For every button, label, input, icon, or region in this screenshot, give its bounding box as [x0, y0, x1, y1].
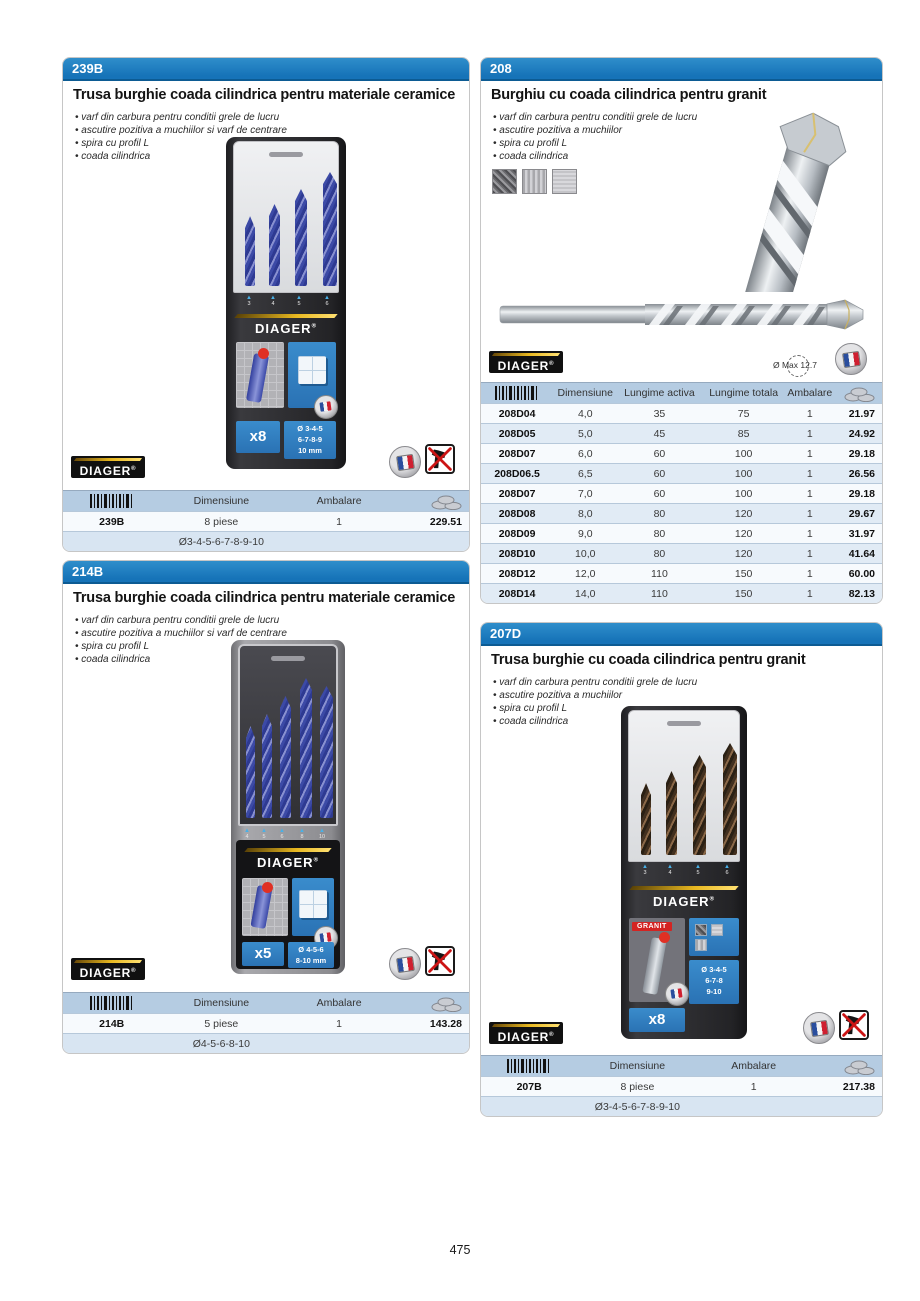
- col-ambalare: Ambalare: [786, 383, 834, 404]
- drill-bit: [245, 216, 255, 286]
- barcode-icon: [63, 993, 160, 1014]
- table-footer-row: [481, 1097, 882, 1117]
- french-flag-icon: [396, 956, 415, 973]
- cell-lungime-totala: 100: [702, 484, 786, 504]
- no-hammer-icon: [425, 946, 455, 976]
- size-line: 6-7-8-9: [297, 435, 323, 444]
- cell-diameters: Ø3-4-5-6-7-8-9-10: [160, 532, 282, 552]
- drill-bit: [269, 204, 280, 286]
- cell-code: 239B: [63, 512, 160, 532]
- bit-size-label: ▲ 8: [296, 828, 308, 840]
- drill-bit: [280, 696, 291, 818]
- section-208: [480, 57, 883, 604]
- cell-ambalare: 1: [786, 544, 834, 564]
- product-photo-207d: [621, 706, 747, 1039]
- product-title: Burghiu cu coada cilindrica pentru granit: [491, 87, 767, 103]
- product-title: Trusa burghie cu coada cilindrica pentru granit: [491, 652, 806, 668]
- cell-code: 208D14: [481, 584, 553, 604]
- bit-size-label: ▲ 6: [721, 864, 733, 876]
- table-header-row: [63, 491, 469, 512]
- bit-size-label: ▲ 6: [321, 295, 333, 307]
- price-icon: [834, 383, 882, 404]
- stone-material-icon: [522, 169, 547, 194]
- table-header-row: [63, 993, 469, 1014]
- cell-lungime-activa: 60: [617, 484, 701, 504]
- feature-item: • coada cilindrica: [75, 653, 287, 666]
- france-badge-icon: [665, 982, 689, 1006]
- brand-name: DIAGER: [257, 855, 314, 870]
- feature-item: • spira cu profil L: [493, 137, 697, 150]
- brand-reg: ®: [131, 466, 137, 472]
- section-body-207d: [481, 646, 882, 1055]
- size-box: [284, 421, 336, 459]
- cell-ambalare: 1: [698, 1077, 810, 1097]
- product-table-239b: [63, 490, 469, 551]
- made-in-france-badge: [389, 948, 421, 980]
- cell-ambalare: 1: [786, 404, 834, 424]
- size-line: 10 mm: [298, 446, 322, 455]
- brand-reg: ®: [313, 857, 319, 864]
- cell-ambalare: 1: [786, 524, 834, 544]
- piece-count-box: [236, 421, 280, 453]
- size-box: [288, 942, 334, 968]
- diager-logo: [489, 1022, 563, 1044]
- drill-bit: [666, 771, 677, 855]
- price-icon: [396, 993, 469, 1014]
- feature-item: • coada cilindrica: [493, 715, 697, 728]
- section-header-208: 208: [481, 58, 882, 81]
- piece-count: x5: [254, 945, 272, 962]
- product-table-208: [481, 382, 882, 603]
- feature-item: • varf din carbura pentru conditii grele de lucru: [75, 614, 287, 627]
- brand-name: DIAGER: [497, 359, 550, 373]
- table-footer-row: [63, 532, 469, 552]
- brand-name: DIAGER: [653, 894, 710, 909]
- piece-count: x8: [648, 1011, 666, 1028]
- drill-graphic: [642, 937, 666, 995]
- cell-dimensiune: 7,0: [553, 484, 617, 504]
- cell-price: 29.18: [834, 484, 882, 504]
- table-row: [481, 1077, 882, 1097]
- cell-code: 208D10: [481, 544, 553, 564]
- bit-size-label: ▲ 3: [639, 864, 651, 876]
- brand-reg: ®: [549, 361, 555, 367]
- diager-logo: [489, 351, 563, 373]
- cell-ambalare: 1: [786, 504, 834, 524]
- cell-lungime-activa: 35: [617, 404, 701, 424]
- cell-dimensiune: 8 piese: [577, 1077, 697, 1097]
- drill-bit: [723, 743, 737, 855]
- cell-lungime-activa: 60: [617, 444, 701, 464]
- product-title: Trusa burghie coada cilindrica pentru materiale ceramice: [73, 590, 456, 606]
- feature-item: • coada cilindrica: [75, 150, 287, 163]
- cell-lungime-activa: 45: [617, 424, 701, 444]
- cell-empty: [810, 1097, 882, 1117]
- cell-lungime-activa: 80: [617, 504, 701, 524]
- cell-lungime-totala: 100: [702, 464, 786, 484]
- cell-lungime-totala: 85: [702, 424, 786, 444]
- table-row: [481, 584, 882, 604]
- product-photo-239b: [226, 137, 346, 469]
- feature-item: • spira cu profil L: [493, 702, 697, 715]
- col-dimensiune: Dimensiune: [160, 491, 282, 512]
- cell-price: 24.92: [834, 424, 882, 444]
- drill-bit-photo: [497, 293, 871, 337]
- brand-reg: ®: [549, 1032, 555, 1038]
- table-row: [481, 524, 882, 544]
- cell-code: 207B: [481, 1077, 577, 1097]
- feature-item: • varf din carbura pentru conditii grele de lucru: [75, 111, 287, 124]
- gold-stripe: [629, 886, 738, 890]
- made-in-france-badge: [835, 343, 867, 375]
- cell-price: 29.67: [834, 504, 882, 524]
- hang-slot: [271, 656, 305, 661]
- package-brand-logo: [236, 855, 340, 870]
- size-box: [689, 960, 739, 1004]
- cell-lungime-activa: 110: [617, 564, 701, 584]
- drill-bit: [693, 755, 706, 855]
- table-row: [481, 404, 882, 424]
- french-flag-icon: [810, 1020, 829, 1037]
- bit-size-label: ▲ 6: [276, 828, 288, 840]
- cell-lungime-activa: 80: [617, 544, 701, 564]
- barcode-icon: [63, 491, 160, 512]
- table-row: [481, 484, 882, 504]
- table-row: [481, 464, 882, 484]
- cell-lungime-totala: 150: [702, 584, 786, 604]
- drill-bit: [641, 783, 651, 855]
- drill-tip-photo: [739, 107, 871, 292]
- tip-highlight: [258, 348, 269, 359]
- brand-name: DIAGER: [255, 321, 312, 336]
- price-icon: [810, 1056, 882, 1077]
- section-header-207d: 207D: [481, 623, 882, 646]
- page-number: 475: [449, 1243, 471, 1257]
- concrete-material-icon: [711, 924, 723, 936]
- package-window: [238, 644, 338, 826]
- hang-slot: [667, 721, 701, 726]
- bit-size-label: ▲ 5: [258, 828, 270, 840]
- col-dimensiune: Dimensiune: [577, 1056, 697, 1077]
- made-in-france-badge: [803, 1012, 835, 1044]
- gold-stripe: [244, 848, 331, 852]
- package-material-panel: [689, 918, 739, 956]
- col-ambalare: Ambalare: [698, 1056, 810, 1077]
- section-header-239b: 239B: [63, 58, 469, 81]
- cell-price: 229.51: [396, 512, 469, 532]
- cell-ambalare: 1: [786, 444, 834, 464]
- section-239b: [62, 57, 470, 552]
- cell-code: 208D07: [481, 484, 553, 504]
- cell-ambalare: 1: [786, 464, 834, 484]
- cell-diameters: Ø3-4-5-6-7-8-9-10: [577, 1097, 697, 1117]
- feature-item: • ascutire pozitiva a muchiilor: [493, 124, 697, 137]
- drill-bit: [295, 189, 307, 286]
- cell-dimensiune: 6,5: [553, 464, 617, 484]
- cell-empty: [63, 1034, 160, 1054]
- cell-empty: [396, 532, 469, 552]
- table-header-row: [481, 383, 882, 404]
- package-window: [233, 141, 339, 293]
- piece-count-box: [242, 942, 284, 966]
- bit-size-label: ▲ 4: [267, 295, 279, 307]
- table-row: [481, 564, 882, 584]
- tip-highlight: [659, 932, 670, 943]
- table-row: [481, 444, 882, 464]
- feature-item: • spira cu profil L: [75, 640, 287, 653]
- cell-price: 21.97: [834, 404, 882, 424]
- cell-empty: [282, 1034, 396, 1054]
- table-row: [481, 424, 882, 444]
- product-table-214b: [63, 992, 469, 1053]
- bit-size-label: ▲ 10: [316, 828, 328, 840]
- bit-size-label: ▲ 3: [243, 295, 255, 307]
- cell-lungime-totala: 120: [702, 524, 786, 544]
- package-window: [628, 710, 740, 862]
- max-diameter-note: [773, 360, 817, 370]
- granit-label: GRANIT: [632, 922, 672, 931]
- cell-empty: [282, 532, 396, 552]
- french-flag-icon: [396, 454, 415, 471]
- diager-logo: [71, 958, 145, 980]
- package-drill-panel: [236, 342, 284, 408]
- granite-material-icon: [492, 169, 517, 194]
- cell-ambalare: 1: [786, 564, 834, 584]
- col-lungime-totala: Lungime totala: [702, 383, 786, 404]
- cell-dimensiune: 8 piese: [160, 512, 282, 532]
- cell-price: 26.56: [834, 464, 882, 484]
- cell-lungime-totala: 100: [702, 444, 786, 464]
- col-dimensiune: Dimensiune: [553, 383, 617, 404]
- cell-diameters: Ø4-5-6-8-10: [160, 1034, 282, 1054]
- brand-name: DIAGER: [79, 464, 132, 478]
- concrete-material-icon: [552, 169, 577, 194]
- package-brand-logo: [621, 894, 747, 909]
- section-header-214b: 214B: [63, 561, 469, 584]
- no-hammer-icon: [839, 1010, 869, 1040]
- barcode-icon: [481, 1056, 577, 1077]
- tile-icon: [298, 356, 326, 384]
- label-area: [236, 840, 340, 969]
- package-drill-panel: [242, 878, 288, 936]
- package-brand-logo: [226, 321, 346, 336]
- cell-dimensiune: 4,0: [553, 404, 617, 424]
- bit-size-label: ▲ 4: [664, 864, 676, 876]
- cell-code: 208D05: [481, 424, 553, 444]
- piece-count-box: [629, 1008, 685, 1032]
- price-icon: [396, 491, 469, 512]
- cell-dimensiune: 5 piese: [160, 1014, 282, 1034]
- french-flag-icon: [842, 351, 861, 368]
- made-in-france-badge: [389, 446, 421, 478]
- cell-lungime-totala: 120: [702, 504, 786, 524]
- cell-dimensiune: 5,0: [553, 424, 617, 444]
- cell-ambalare: 1: [282, 512, 396, 532]
- brand-reg: ®: [311, 323, 317, 330]
- cell-empty: [698, 1097, 810, 1117]
- size-line: 6-7-8: [705, 976, 723, 985]
- size-line: Ø 4-5-6: [298, 945, 324, 954]
- col-ambalare: Ambalare: [282, 993, 396, 1014]
- granite-material-icon: [695, 924, 707, 936]
- cell-price: 217.38: [810, 1077, 882, 1097]
- cell-dimensiune: 14,0: [553, 584, 617, 604]
- product-photo-214b: [231, 640, 345, 974]
- drill-bit: [320, 686, 333, 818]
- diager-logo: [71, 456, 145, 478]
- cell-price: 31.97: [834, 524, 882, 544]
- bit-size-label: ▲ 5: [293, 295, 305, 307]
- cell-code: 208D07: [481, 444, 553, 464]
- cell-price: 60.00: [834, 564, 882, 584]
- table-row: [481, 544, 882, 564]
- no-hammer-icon: [425, 444, 455, 474]
- table-row: [63, 1014, 469, 1034]
- cell-ambalare: 1: [786, 584, 834, 604]
- brand-name: DIAGER: [79, 966, 132, 980]
- section-body-239b: [63, 81, 469, 490]
- feature-item: • ascutire pozitiva a muchiilor: [493, 689, 697, 702]
- size-line: 8-10 mm: [295, 956, 327, 965]
- cell-code: 208D12: [481, 564, 553, 584]
- brand-reg: ®: [131, 968, 137, 974]
- section-214b: [62, 560, 470, 1054]
- cell-ambalare: 1: [786, 484, 834, 504]
- cell-price: 82.13: [834, 584, 882, 604]
- bit-size-label: ▲ 5: [692, 864, 704, 876]
- cell-dimensiune: 12,0: [553, 564, 617, 584]
- cell-lungime-activa: 110: [617, 584, 701, 604]
- cell-lungime-totala: 75: [702, 404, 786, 424]
- size-line: Ø 3-4-5: [297, 424, 323, 433]
- size-line: 9-10: [706, 987, 722, 996]
- cell-lungime-activa: 80: [617, 524, 701, 544]
- feature-item: • varf din carbura pentru conditii grele de lucru: [493, 111, 697, 124]
- cell-price: 29.18: [834, 444, 882, 464]
- cell-dimensiune: 6,0: [553, 444, 617, 464]
- cell-lungime-totala: 120: [702, 544, 786, 564]
- cell-code: 214B: [63, 1014, 160, 1034]
- drill-bit: [262, 714, 272, 818]
- table-header-row: [481, 1056, 882, 1077]
- cell-dimensiune: 10,0: [553, 544, 617, 564]
- drill-graphic: [246, 353, 269, 403]
- max-diameter-text: Ø Max 12.7: [773, 360, 817, 370]
- cell-lungime-totala: 150: [702, 564, 786, 584]
- cell-code: 208D08: [481, 504, 553, 524]
- cell-code: 208D06.5: [481, 464, 553, 484]
- hang-slot: [269, 152, 303, 157]
- cell-empty: [63, 532, 160, 552]
- france-badge-icon: [314, 395, 338, 419]
- cell-ambalare: 1: [786, 424, 834, 444]
- tile-icon: [299, 890, 327, 918]
- brand-name: DIAGER: [497, 1030, 550, 1044]
- table-row: [63, 512, 469, 532]
- drill-bit: [300, 678, 312, 818]
- product-title: Trusa burghie coada cilindrica pentru materiale ceramice: [73, 87, 456, 103]
- barcode-icon: [481, 383, 553, 404]
- tip-highlight: [262, 882, 273, 893]
- section-207d: [480, 622, 883, 1117]
- col-ambalare: Ambalare: [282, 491, 396, 512]
- cell-ambalare: 1: [282, 1014, 396, 1034]
- cell-price: 143.28: [396, 1014, 469, 1034]
- stone-material-icon: [695, 939, 707, 951]
- table-row: [481, 504, 882, 524]
- table-footer-row: [63, 1034, 469, 1054]
- cell-price: 41.64: [834, 544, 882, 564]
- feature-list: [493, 111, 697, 163]
- feature-item: • coada cilindrica: [493, 150, 697, 163]
- cell-empty: [481, 1097, 577, 1117]
- gold-stripe: [234, 314, 337, 318]
- cell-empty: [396, 1034, 469, 1054]
- drill-bit: [323, 172, 337, 286]
- cell-dimensiune: 9,0: [553, 524, 617, 544]
- feature-item: • ascutire pozitiva a muchiilor si varf de centrare: [75, 124, 287, 137]
- size-line: Ø 3-4-5: [701, 965, 727, 974]
- drill-bit: [246, 726, 255, 818]
- feature-item: • ascutire pozitiva a muchiilor si varf de centrare: [75, 627, 287, 640]
- cell-code: 208D09: [481, 524, 553, 544]
- cell-lungime-activa: 60: [617, 464, 701, 484]
- brand-reg: ®: [709, 896, 715, 903]
- section-body-208: [481, 81, 882, 382]
- cell-code: 208D04: [481, 404, 553, 424]
- col-dimensiune: Dimensiune: [160, 993, 282, 1014]
- bit-size-label: ▲ 4: [241, 828, 253, 840]
- section-body-214b: [63, 584, 469, 992]
- piece-count: x8: [249, 428, 267, 445]
- feature-item: • spira cu profil L: [75, 137, 287, 150]
- col-lungime-activa: Lungime activa: [617, 383, 701, 404]
- product-table-207d: [481, 1055, 882, 1116]
- cell-dimensiune: 8,0: [553, 504, 617, 524]
- feature-item: • varf din carbura pentru conditii grele de lucru: [493, 676, 697, 689]
